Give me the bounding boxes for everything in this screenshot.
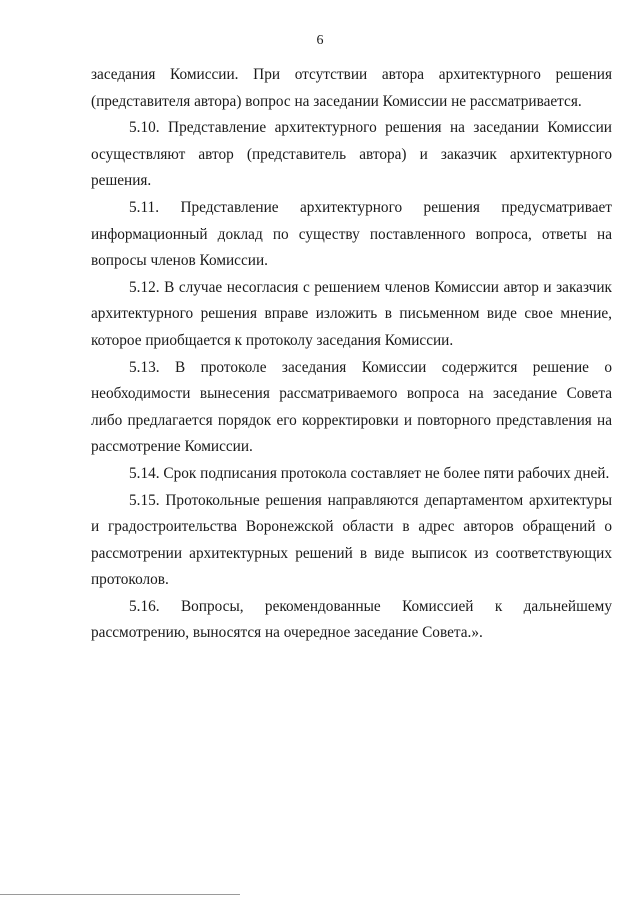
bottom-divider <box>0 894 240 895</box>
document-body <box>91 62 612 647</box>
paragraph-continuation: заседания Комиссии. При отсутствии автора архитектурного решения (представителя автора) вопрос на заседании Комиссии не рассматривается. <box>91 66 612 110</box>
paragraph-5-10: 5.10. Представление архитектурного решения на заседании Комиссии осуществляют автор (представитель автора) и заказчик архитектурного решения. <box>91 119 612 190</box>
paragraph-5-12: 5.12. В случае несогласия с решением членов Комиссии автор и заказчик архитектурного решения вправе изложить в письменном виде свое мнение, которое приобщается к протоколу заседания Комиссии. <box>91 278 612 349</box>
page-number: 6 <box>316 33 324 48</box>
paragraph-5-14: 5.14. Срок подписания протокола составляет не более пяти рабочих дней. <box>129 464 610 482</box>
paragraph-5-13: 5.13. В протоколе заседания Комиссии содержится решение о необходимости вынесения рассматриваемого вопроса на заседание Совета либо предлагается порядок его корректировки и повторного представления на рассмотрение Комиссии. <box>91 358 612 456</box>
paragraph-5-11: 5.11. Представление архитектурного решения предусматривает информационный доклад по существу поставленного вопроса, ответы на вопросы членов Комиссии. <box>91 198 612 270</box>
paragraph-5-16: 5.16. Вопросы, рекомендованные Комиссией к дальнейшему рассмотрению, выносятся на очередное заседание Совета.». <box>91 597 612 642</box>
paragraph-5-15: 5.15. Протокольные решения направляются департаментом архитектуры и градостроительства Воронежской области в адрес авторов обращений о рассмотрении архитектурных решений в виде выписок из соответствующих протоколов. <box>91 491 612 589</box>
